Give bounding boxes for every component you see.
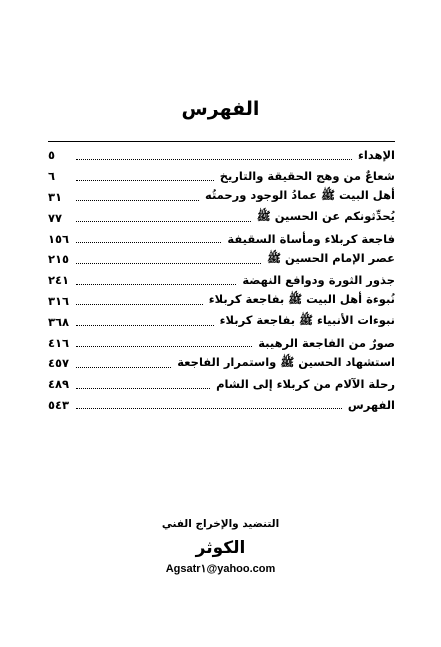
toc-entry-page: ٤١٦ bbox=[48, 335, 70, 350]
toc-entry-title: شعاعٌ من وهج الحقيقة والتاريخ bbox=[219, 169, 395, 184]
toc-entry[interactable] bbox=[48, 395, 395, 416]
toc-entry[interactable] bbox=[48, 145, 395, 166]
toc-entry[interactable] bbox=[48, 291, 395, 312]
toc-entry-page: ٣٦٨ bbox=[48, 314, 70, 329]
toc-entry-title: رحلة الآلام من كربلاء إلى الشام bbox=[216, 377, 395, 392]
toc-leader-dots bbox=[76, 388, 210, 389]
toc-entry[interactable] bbox=[48, 166, 395, 187]
toc-leader-dots bbox=[76, 159, 352, 160]
toc-leader-dots bbox=[76, 346, 252, 347]
toc-entry[interactable] bbox=[48, 249, 395, 270]
toc-entry-title: نُبوءة أهل البيت ﷺ بفاجعة كربلاء bbox=[208, 292, 395, 307]
toc-entry-title: فاجعة كربلاء ومأساة السقيفة bbox=[227, 231, 395, 246]
toc-leader-dots bbox=[76, 200, 199, 201]
toc-entry-page: ٧٧ bbox=[48, 210, 63, 225]
toc-entry[interactable] bbox=[48, 228, 395, 249]
toc-entry-title: الإهداء bbox=[358, 148, 395, 163]
toc-entry-page: ٣١ bbox=[48, 189, 63, 204]
toc-entry-title: عصر الإمام الحسين ﷺ bbox=[267, 250, 395, 265]
table-of-contents bbox=[48, 141, 395, 415]
toc-entry-page: ٤٥٧ bbox=[48, 356, 70, 371]
toc-leader-dots bbox=[76, 325, 214, 326]
toc-leader-dots bbox=[76, 180, 214, 181]
toc-list bbox=[48, 145, 395, 415]
toc-entry-title: أهل البيت ﷺ عمادُ الوجود ورحمتُه bbox=[204, 188, 395, 203]
toc-entry-page: ٥٤٣ bbox=[48, 397, 70, 412]
toc-entry-page: ٥ bbox=[48, 148, 56, 163]
toc-entry-page: ٣١٦ bbox=[48, 293, 70, 308]
toc-entry-title: نبوءات الأنبياء ﷺ بفاجعة كربلاء bbox=[219, 313, 395, 328]
toc-entry[interactable] bbox=[48, 353, 395, 374]
toc-entry-page: ٦ bbox=[48, 169, 56, 184]
credits-block bbox=[0, 518, 441, 575]
toc-leader-dots bbox=[76, 221, 251, 222]
toc-entry-title: استشهاد الحسين ﷺ واستمرار الفاجعة bbox=[177, 354, 395, 369]
contact-email[interactable]: Agsatr١@yahoo.com bbox=[165, 563, 276, 575]
toc-leader-dots bbox=[76, 304, 203, 305]
toc-entry[interactable] bbox=[48, 187, 395, 208]
toc-entry-page: ١٥٦ bbox=[48, 231, 70, 246]
toc-entry-title: صورٌ من الفاجعة الرهيبة bbox=[258, 335, 395, 350]
toc-entry[interactable] bbox=[48, 311, 395, 332]
toc-entry[interactable] bbox=[48, 270, 395, 291]
toc-leader-dots bbox=[76, 408, 342, 409]
toc-entry-title: جذور الثورة ودوافع النهضة bbox=[242, 273, 395, 288]
toc-entry-title: الفهرس bbox=[347, 397, 395, 412]
toc-entry-page: ٤٨٩ bbox=[48, 377, 70, 392]
toc-leader-dots bbox=[76, 242, 221, 243]
publisher-name: الكوثر bbox=[195, 538, 246, 558]
toc-entry[interactable] bbox=[48, 374, 395, 395]
toc-entry-page: ٢١٥ bbox=[48, 252, 70, 267]
toc-leader-dots bbox=[76, 263, 261, 264]
toc-top-rule bbox=[48, 141, 395, 142]
toc-entry[interactable] bbox=[48, 332, 395, 353]
toc-entry-title: يُحدِّثونكم عن الحسين ﷺ bbox=[256, 209, 395, 224]
page-title: الفهرس bbox=[181, 98, 260, 120]
toc-leader-dots bbox=[76, 367, 171, 368]
toc-entry-page: ٢٤١ bbox=[48, 273, 70, 288]
typesetting-credit: التنضيد والإخراج الفني bbox=[161, 518, 280, 530]
toc-entry[interactable] bbox=[48, 207, 395, 228]
toc-leader-dots bbox=[76, 284, 236, 285]
